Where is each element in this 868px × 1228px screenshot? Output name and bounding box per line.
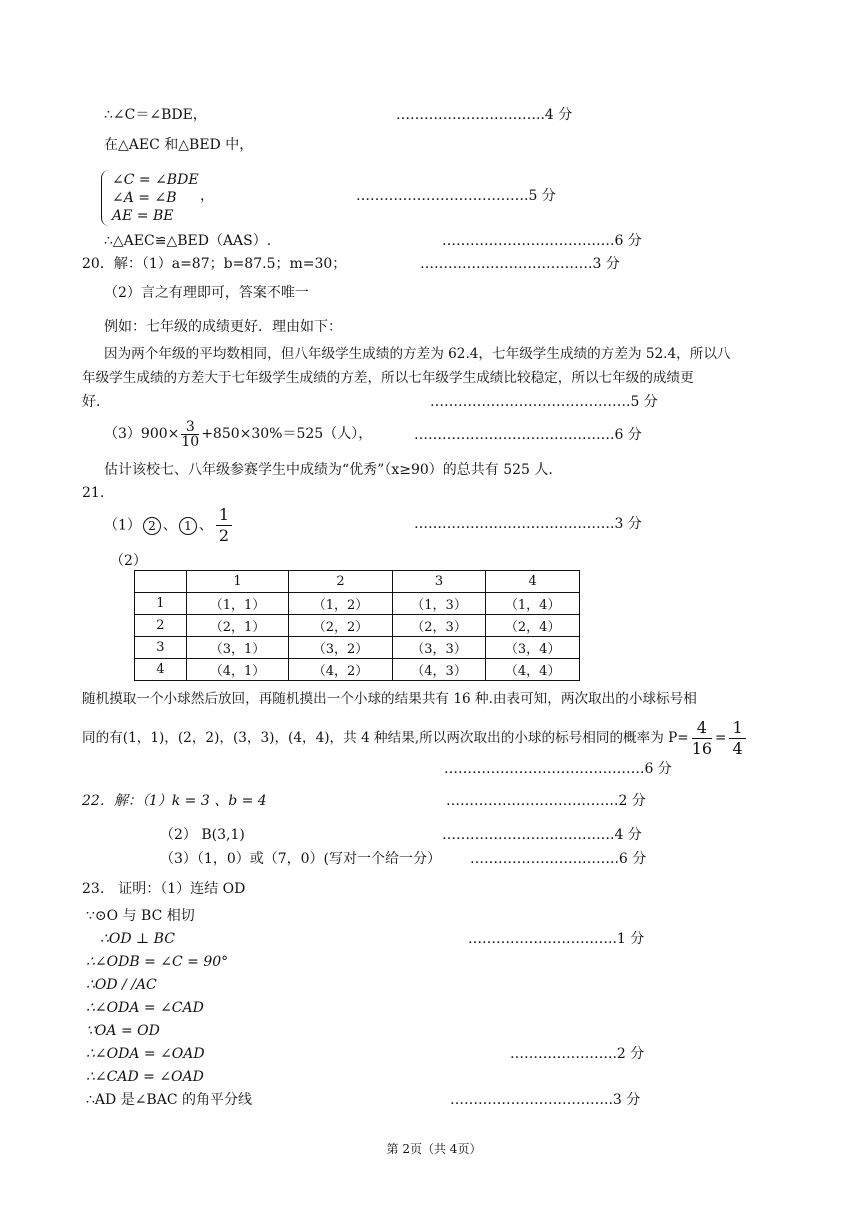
s19-line-angle: ∴∠C＝∠BDE，: [104, 107, 207, 123]
s23-score-1: …………………………..1 分: [468, 931, 645, 947]
table-header-cell: [135, 571, 187, 593]
table-header-cell: 2: [289, 571, 393, 593]
s20-estimate: 估计该校七、八年级参赛学生中成绩为“优秀”（x≥90）的总共有 525 人.: [104, 462, 553, 478]
table-header-cell: 3: [392, 571, 486, 593]
s23-perpendicular: ∴OD ⊥ BC: [100, 931, 175, 947]
s20-part1: 20．解：（1）a=87；b=87.5；m=30；: [82, 256, 347, 272]
table-cell: （2，2）: [289, 615, 393, 637]
fraction-numerator: 1: [216, 505, 232, 526]
s22-part2: （2） B(3,1): [160, 827, 245, 843]
table-row: [135, 615, 580, 637]
s20-part2: （2）言之有理即可，答案不唯一: [104, 285, 309, 301]
table-cell: （4，3）: [392, 659, 486, 681]
table-header-row: [135, 571, 580, 593]
s19-system-comma: ，: [200, 188, 214, 204]
table-cell: 1: [135, 593, 187, 615]
s21-score-6: …………………………………….6 分: [444, 761, 672, 777]
s21-part1: [104, 505, 235, 546]
s23-score-3: ……………………………..3 分: [450, 1092, 641, 1108]
s19-score-5: ……………………………….5 分: [356, 188, 556, 204]
table-cell: （3，4）: [486, 637, 580, 659]
table-cell: （4，2）: [289, 659, 393, 681]
table-cell: （2，3）: [392, 615, 486, 637]
fraction-denominator: 10: [181, 433, 200, 450]
table-header-cell: 4: [486, 571, 580, 593]
s21-score-3: …………………………………….3 分: [414, 516, 642, 532]
s23-tangent: ∵⊙O 与 BC 相切: [86, 908, 195, 924]
s22-score-6: …………………………..6 分: [470, 851, 647, 867]
s19-conclusion: ∴△AEC≌△BED（AAS）.: [104, 233, 272, 249]
table-cell: 2: [135, 615, 187, 637]
table-header-cell: 1: [186, 571, 289, 593]
s20-score-3: ……………………………….3 分: [420, 256, 620, 272]
s20-part3: [104, 418, 372, 450]
table-cell: 3: [135, 637, 187, 659]
s19-score-4: …………………………..4 分: [396, 107, 573, 123]
fraction-denominator: 16: [691, 739, 713, 758]
s23-alt-angles: ∴∠ODA = ∠CAD: [86, 1000, 204, 1016]
s23-score-2: …………………..2 分: [510, 1046, 645, 1062]
s19-score-6: ……………………………….6 分: [442, 233, 642, 249]
table-row: [135, 637, 580, 659]
probability-fraction-2: [729, 718, 745, 759]
s20-score-5: …………………………………….5 分: [430, 394, 658, 410]
table-cell: 4: [135, 659, 187, 681]
table-cell: （4，1）: [186, 659, 289, 681]
s22-score-2: ……………………………….2 分: [446, 793, 646, 809]
s23-isosceles: ∴∠ODA = ∠OAD: [86, 1046, 205, 1062]
s21-part1-prefix: （1）: [104, 517, 141, 534]
s20-reason-line1: 因为两个年级的平均数相同，但八年级学生成绩的方差为 62.4，七年级学生成绩的方差为 52.4，所以八: [104, 346, 731, 362]
s21-part1-fraction: [216, 505, 232, 546]
table-cell: （3，3）: [392, 637, 486, 659]
fraction-numerator: 3: [181, 420, 199, 435]
s20-reason-line2: 年级学生成绩的方差大于七年级学生成绩的方差，所以七年级学生成绩比较稳定，所以七年级的成绩更: [82, 370, 694, 386]
s21-part2-label: （2）: [110, 553, 147, 569]
fraction-denominator: 4: [732, 739, 743, 758]
table-cell: （3，2）: [289, 637, 393, 659]
table-cell: （1，4）: [486, 593, 580, 615]
table-row: [135, 659, 580, 681]
table-cell: （4，4）: [486, 659, 580, 681]
page-footer: 第 2页（共 4页）: [386, 1142, 482, 1156]
s19-system-eq2: ∠A = ∠B: [112, 190, 177, 206]
s19-system-eq1: ∠C = ∠BDE: [112, 172, 199, 188]
s21-explanation-line1: 随机摸取一个小球然后放回，再随机摸出一个小球的结果共有 16 种.由表可知，两次取出的小球标号相: [82, 691, 697, 707]
s20-score-6: …………………………………….6 分: [414, 427, 642, 443]
table-cell: （1，3）: [392, 593, 486, 615]
s20-part3-fraction: [181, 420, 199, 449]
s19-system-eq3: AE = BE: [112, 208, 174, 224]
table-cell: （2，1）: [186, 615, 289, 637]
s22-score-4: ……………………………….4 分: [442, 827, 642, 843]
table-cell: （1，1）: [186, 593, 289, 615]
table-row: [135, 593, 580, 615]
s21-explanation-line2: [82, 716, 749, 760]
s20-example: 例如：七年级的成绩更好．理由如下：: [104, 319, 342, 335]
system-brace: [101, 170, 110, 226]
separator: 、: [198, 517, 213, 534]
table-cell: （3，1）: [186, 637, 289, 659]
outcome-table: [134, 570, 580, 681]
s20-reason-line3: 好．: [82, 394, 110, 410]
fraction-numerator: 4: [692, 718, 712, 739]
s22-part3: （3）（1，0）或（7，0）(写对一个给一分）: [160, 851, 441, 867]
table-cell: （2，4）: [486, 615, 580, 637]
circled-number-2: 2: [143, 517, 161, 535]
s21-probability-text: 同的有(1，1)，(2，2)，(3，3)，(4，4)，共 4 种结果,所以两次取出的小球的标号相同的概率为 P=: [82, 730, 689, 746]
s19-line-triangles: 在△AEC 和△BED 中，: [104, 137, 254, 153]
fraction-denominator: 2: [218, 526, 230, 545]
probability-fraction-1: [692, 718, 712, 759]
separator: 、: [162, 517, 177, 534]
s23-parallel: ∴OD / /AC: [86, 977, 157, 993]
table-cell: （1，2）: [289, 593, 393, 615]
s23-radii-equal: ∵OA = OD: [86, 1023, 160, 1039]
s23-equal-angles: ∴∠CAD = ∠OAD: [86, 1069, 204, 1085]
s20-part3-suffix: +850×30%＝525（人），: [201, 426, 373, 442]
circled-number-1: 1: [179, 517, 197, 535]
s21-number: 21.: [82, 485, 105, 501]
equals-sign: =: [715, 730, 727, 746]
s23-bisector: ∴AD 是∠BAC 的角平分线: [86, 1092, 252, 1108]
s22-part1: 22．解：（1）k = 3 、b = 4: [82, 793, 267, 809]
fraction-numerator: 1: [729, 718, 745, 739]
s23-proof-start: 23. 证明：（1）连结 OD: [82, 881, 246, 897]
s23-right-angle: ∴∠ODB = ∠C = 90°: [86, 954, 229, 970]
s20-part3-prefix: （3）900×: [104, 426, 180, 442]
